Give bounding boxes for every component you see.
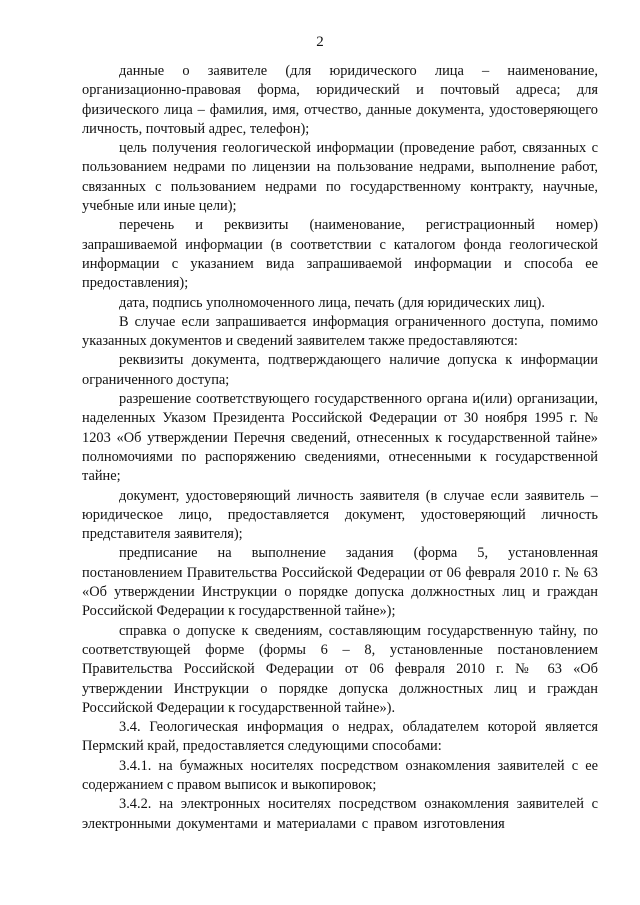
paragraph-clearance-certificate: справка о допуске к сведениям, составляющим государственную тайну, по соответствующей форме (формы 6 – 8, установленные постановлением Правительства Российской Федерации от 06 февраля 2010 г. № 63 «Об утверждении Инструкции о порядке допуска должностных лиц и граждан Российской Федерации к государственной тайне»).: [82, 622, 598, 716]
document-body: [82, 62, 598, 834]
paragraph-date-signature: дата, подпись уполномоченного лица, печать (для юридических лиц).: [119, 294, 545, 311]
paragraph-access-document: реквизиты документа, подтверждающего наличие допуска к информации ограниченного доступа;: [82, 352, 598, 388]
paragraph-section-3-4-2: 3.4.2. на электронных носителях посредством ознакомления заявителей с электронными документами и материалами с правом изготовления: [82, 796, 598, 832]
paragraph-applicant-data: данные о заявителе (для юридического лица – наименование, организационно-правовая форма, юридический и почтовый адреса; для физического лица – фамилия, имя, отчество, данные документа, удостоверяющего личность, почтовый адрес, телефон);: [82, 63, 598, 137]
paragraph-identity-document: документ, удостоверяющий личность заявителя (в случае если заявитель – юридическое лицо, предоставляется документ, удостоверяющий личность представителя заявителя);: [82, 487, 598, 543]
paragraph-restricted-access: В случае если запрашивается информация ограниченного доступа, помимо указанных документов и сведений заявителем также предоставляются:: [82, 313, 598, 350]
paragraph-permission: разрешение соответствующего государственного органа и(или) организации, наделенных Указом Президента Российской Федерации от 30 ноября 1995 г. № 1203 «Об утверждении Перечня сведений, отнесенных к государственной тайне» полномочиями по распоряжению сведениями, отнесенными к государственной тайне;: [82, 391, 598, 485]
paragraph-requisites-list: перечень и реквизиты (наименование, регистрационный номер) запрашиваемой информации (в соответствии с каталогом фонда геологической информации с указанием вида запрашиваемой информации и способа ее предоставления);: [82, 217, 598, 292]
paragraph-section-3-4-1: 3.4.1. на бумажных носителях посредством ознакомления заявителей с ее содержанием с правом выписок и выкопировок;: [82, 757, 598, 793]
page-number: 2: [316, 34, 324, 50]
paragraph-assignment-order: предписание на выполнение задания (форма 5, установленная постановлением Правительства Российской Федерации от 06 февраля 2010 г. № 63 «Об утверждении Инструкции о порядке допуска должностных лиц и граждан Российской Федерации к государственной тайне»);: [82, 545, 598, 620]
paragraph-section-3-4: 3.4. Геологическая информация о недрах, обладателем которой является Пермский край, предоставляется следующими способами:: [82, 719, 598, 755]
paragraph-purpose: цель получения геологической информации (проведение работ, связанных с пользованием недрами по лицензии на пользование недрами, выполнение работ, связанных с пользованием недрами по государственному контракту, научные, учебные или иные цели);: [82, 140, 598, 215]
